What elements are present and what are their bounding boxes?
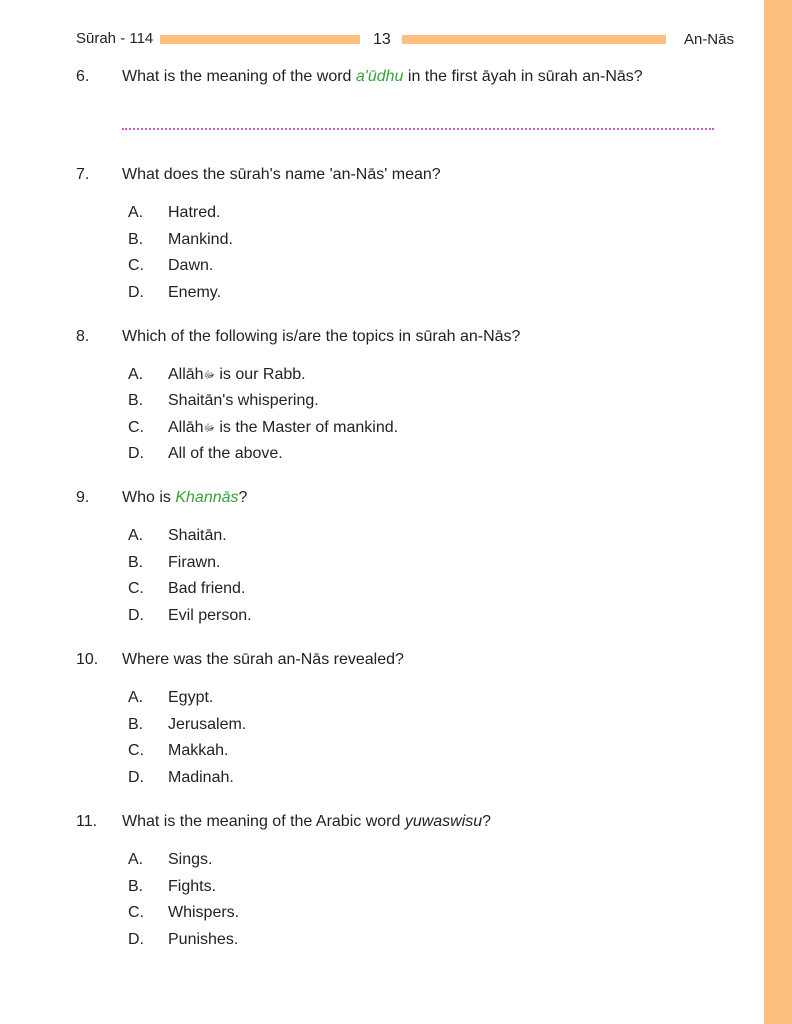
option-letter: A. (128, 527, 144, 544)
surah-name-label: An-Nās (683, 31, 734, 48)
option-letter: B. (128, 554, 144, 571)
answer-line[interactable] (122, 128, 714, 130)
option-letter: A. (128, 366, 144, 383)
question-text-part: ? (238, 489, 248, 506)
header-bar-left (160, 35, 360, 44)
option-text-part: is the Master of mankind. (214, 419, 399, 436)
option-letter: D. (128, 445, 144, 462)
option-text: Punishes. (168, 931, 239, 948)
option-text-part: Allāh (168, 366, 204, 383)
question-number: 8. (76, 328, 90, 345)
surah-number-label: Sūrah - 114 (76, 30, 154, 47)
option-letter: C. (128, 419, 144, 436)
option-letter: A. (128, 204, 144, 221)
option-letter: A. (128, 851, 144, 868)
option-letter: D. (128, 284, 144, 301)
option-text: Egypt. (168, 689, 214, 706)
question-text (122, 67, 643, 87)
option-text: Shaitān. (168, 527, 227, 544)
option-text: Shaitān's whispering. (168, 392, 319, 409)
honorific-symbol: ﷻ (203, 423, 215, 434)
side-accent-bar (764, 0, 792, 1024)
option-text: Jerusalem. (168, 716, 247, 733)
option-text: Hatred. (168, 204, 221, 221)
option-text (168, 418, 398, 439)
question-text (122, 812, 491, 832)
option-text-part: is our Rabb. (214, 366, 306, 383)
option-text: Fights. (168, 878, 217, 895)
option-letter: B. (128, 878, 144, 895)
option-text: Whispers. (168, 904, 240, 921)
question-text: Which of the following is/are the topics in sūrah an-Nās? (122, 328, 521, 345)
header-bar-right (402, 35, 666, 44)
option-text: Makkah. (168, 742, 229, 759)
option-text: Enemy. (168, 284, 222, 301)
option-letter: C. (128, 904, 144, 921)
question-number: 10. (76, 651, 99, 668)
option-letter: D. (128, 931, 144, 948)
option-text: All of the above. (168, 445, 283, 462)
question-number: 11. (76, 813, 98, 830)
highlighted-word: a'ūdhu (355, 68, 404, 85)
option-letter: D. (128, 769, 144, 786)
option-letter: A. (128, 689, 144, 706)
question-text-part: What is the meaning of the word (122, 68, 356, 85)
question-text-part: ? (482, 813, 492, 830)
question-number: 9. (76, 489, 90, 506)
option-text: Firawn. (168, 554, 221, 571)
highlighted-word: Khannās (175, 489, 239, 506)
page-header (76, 30, 734, 50)
option-letter: C. (128, 580, 144, 597)
question-number: 6. (76, 68, 90, 85)
question-text-part: in the first āyah in sūrah an-Nās? (403, 68, 643, 85)
option-text: Dawn. (168, 257, 214, 274)
option-letter: B. (128, 716, 144, 733)
question-text (122, 488, 247, 508)
option-text: Evil person. (168, 607, 252, 624)
question-text: Where was the sūrah an-Nās revealed? (122, 651, 404, 668)
question-text: What does the sūrah's name 'an-Nās' mean? (122, 166, 441, 183)
option-text: Mankind. (168, 231, 233, 248)
option-letter: B. (128, 392, 144, 409)
option-text (168, 365, 306, 386)
option-text: Sings. (168, 851, 213, 868)
italic-word: yuwaswisu (404, 813, 483, 830)
honorific-symbol: ﷻ (203, 370, 215, 381)
option-letter: C. (128, 257, 144, 274)
question-text-part: What is the meaning of the Arabic word (122, 813, 405, 830)
question-number: 7. (76, 166, 90, 183)
option-text: Bad friend. (168, 580, 246, 597)
option-text: Madinah. (168, 769, 234, 786)
option-text-part: Allāh (168, 419, 204, 436)
option-letter: B. (128, 231, 144, 248)
page-number: 13 (373, 31, 391, 48)
option-letter: C. (128, 742, 144, 759)
question-text-part: Who is (122, 489, 176, 506)
option-letter: D. (128, 607, 144, 624)
